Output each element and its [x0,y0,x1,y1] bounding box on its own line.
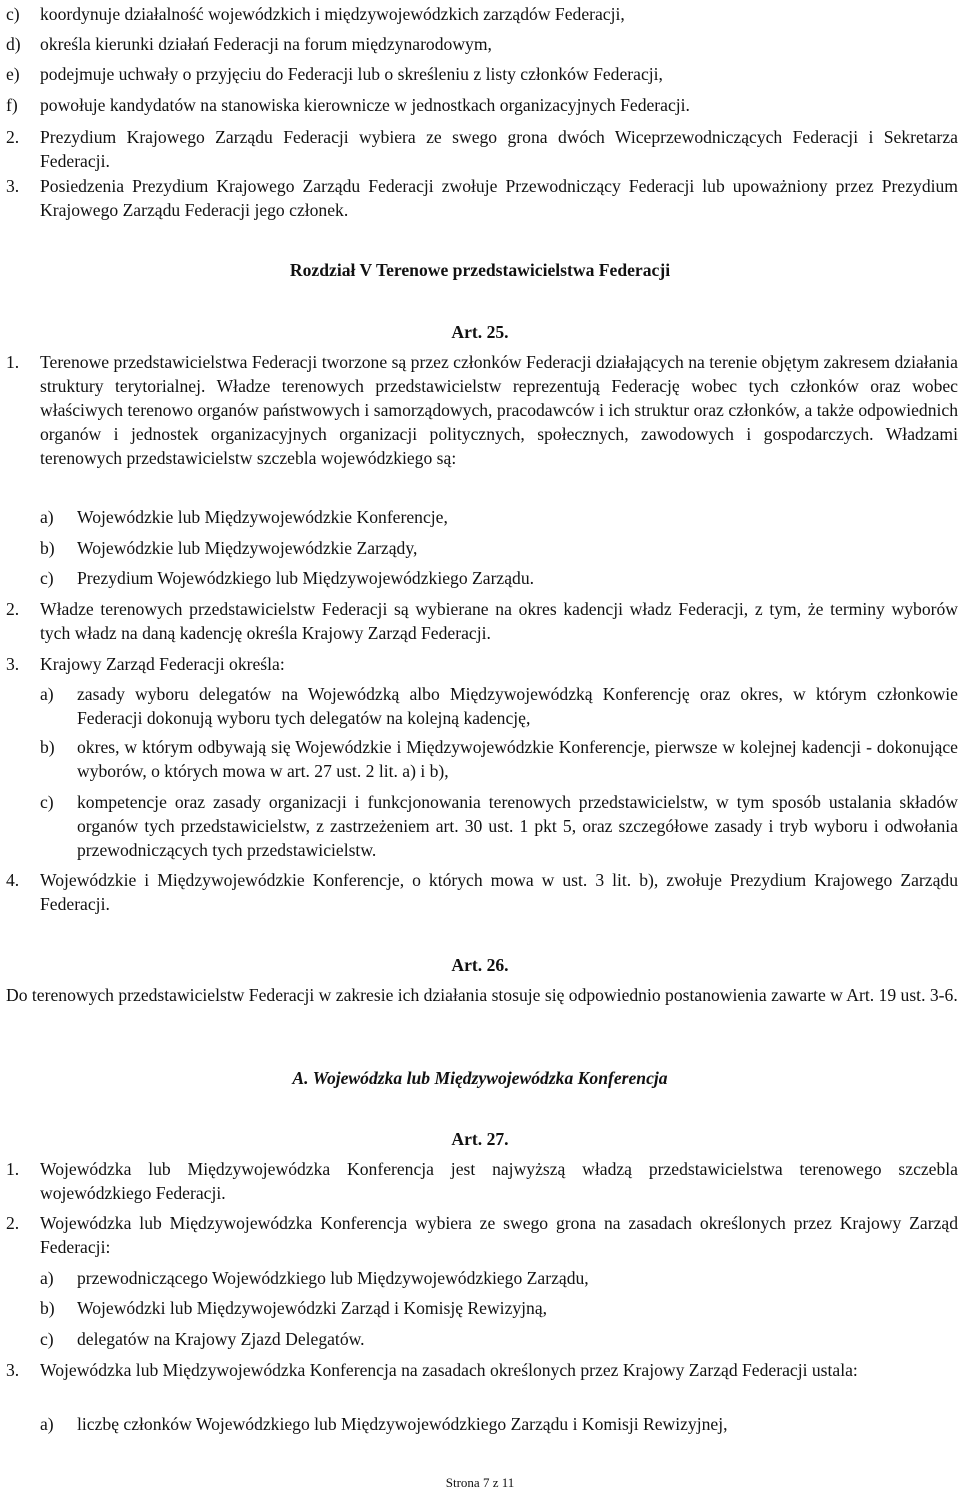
list-marker: a) [40,1414,54,1434]
list-text: Wojewódzkie lub Międzywojewódzkie Zarządy, [77,538,418,558]
paragraph [6,350,958,470]
article-title: Art. 27. [451,1129,509,1149]
paragraph-text: Prezydium Krajowego Zarządu Federacji wybiera ze swego grona dwóch Wiceprzewodniczących Federacji i Sekretarza Federacji. [40,127,958,171]
list-text: koordynuje działalność wojewódzkich i międzywojewódzkich zarządów Federacji, [40,4,625,24]
paragraph [6,597,958,645]
list-item [6,32,958,56]
paragraph-number: 1. [6,1159,20,1179]
list-marker: e) [6,64,20,84]
list-text: powołuje kandydatów na stanowiska kierownicze w jednostkach organizacyjnych Federacji. [40,95,690,115]
paragraph-number: 3. [6,176,20,196]
paragraph-number: 2. [6,599,20,619]
list-item [6,536,958,560]
paragraph [6,174,958,222]
list-text: Wojewódzki lub Międzywojewódzki Zarząd i Komisję Rewizyjną, [77,1298,548,1318]
list-marker: a) [40,507,54,527]
chapter-title: Rozdział V Terenowe przedstawicielstwa Federacji [289,260,671,280]
paragraph [6,868,958,916]
list-item [6,566,958,590]
list-text: liczbę członków Wojewódzkiego lub Międzywojewódzkiego Zarządu i Komisji Rewizyjnej, [77,1414,728,1434]
list-marker: b) [40,737,55,757]
list-marker: f) [6,95,18,115]
list-marker: b) [40,538,55,558]
paragraph [6,1157,958,1205]
list-item [6,682,958,730]
paragraph-number: 2. [6,1213,20,1233]
article-title: Art. 25. [451,322,509,342]
list-item [6,2,958,26]
paragraph [6,125,958,173]
paragraph-text: Wojewódzka lub Międzywojewódzka Konferencja jest najwyższą władzą przedstawicielstwa terenowego szczebla wojewódzkiego Federacji. [40,1159,958,1203]
list-text: okres, w którym odbywają się Wojewódzkie i Międzywojewódzkie Konferencje, pierwsze w kolejnej kadencji - dokonujące wyborów, o których mowa w art. 27 ust. 2 lit. a) i b), [77,737,958,781]
list-marker: c) [40,792,54,812]
paragraph-number: 3. [6,1360,20,1380]
list-item [6,1327,958,1351]
list-item [6,790,958,862]
list-marker: c) [40,568,54,588]
list-marker: b) [40,1298,55,1318]
list-text: podejmuje uchwały o przyjęciu do Federacji lub o skreśleniu z listy członków Federacji, [40,64,663,84]
paragraph-number: 1. [6,352,20,372]
list-text: kompetencje oraz zasady organizacji i funkcjonowania terenowych przedstawicielstw, w tym sposób ustalania składów organów tych przedstawicielstw, z zastrzeżeniem art. 30 ust. 1 pkt 5, oraz szczegółowe zasady i tryb wyboru i odwołania przewodniczących tych przedstawicielstw. [77,792,958,860]
list-marker: c) [6,4,20,24]
list-marker: c) [40,1329,54,1349]
list-item [6,1296,958,1320]
section-title: A. Wojewódzka lub Międzywojewódzka Konferencja [292,1068,668,1088]
paragraph [6,652,958,676]
paragraph-number: 4. [6,870,20,890]
paragraph-text: Władze terenowych przedstawicielstw Federacji są wybierane na okres kadencji władz Federacji, z tym, że terminy wyborów tych władz na daną kadencję określa Krajowy Zarząd Federacji. [40,599,958,643]
list-text: przewodniczącego Wojewódzkiego lub Międzywojewódzkiego Zarządu, [77,1268,589,1288]
page-number-footer: Strona 7 z 11 [445,1475,515,1490]
list-marker: a) [40,684,54,704]
paragraph [6,1211,958,1259]
list-item [6,1412,958,1436]
list-text: delegatów na Krajowy Zjazd Delegatów. [77,1329,365,1349]
list-item [6,62,958,86]
paragraph [6,1358,958,1382]
paragraph-text: Wojewódzkie i Międzywojewódzkie Konferencje, o których mowa w ust. 3 lit. b), zwołuje Prezydium Krajowego Zarządu Federacji. [40,870,958,914]
paragraph-text: Do terenowych przedstawicielstw Federacji w zakresie ich działania stosuje się odpowiednio postanowienia zawarte w Art. 19 ust. 3-6. [6,985,958,1005]
list-item [6,735,958,783]
paragraph-number: 2. [6,127,20,147]
list-item [6,93,958,117]
list-marker: d) [6,34,21,54]
list-text: Prezydium Wojewódzkiego lub Międzywojewódzkiego Zarządu. [77,568,535,588]
article-title: Art. 26. [451,955,509,975]
list-text: określa kierunki działań Federacji na forum międzynarodowym, [40,34,492,54]
paragraph-text: Terenowe przedstawicielstwa Federacji tworzone są przez członków Federacji działających na terenie objętym zakresem działania struktury terytorialnej. Władze terenowych przedstawicielstw reprezentują Federację wobec tych członków oraz wobec właściwych terenowo organów państwowych i samorządowych, pracodawców i ich struktur oraz członków, a także odpowiednich organów i jednostek organizacyjnych organizacji politycznych, społecznych, zawodowych i gospodarczych. Władzami terenowych przedstawicielstw szczebla wojewódzkiego są: [40,352,958,468]
list-text: Wojewódzkie lub Międzywojewódzkie Konferencje, [77,507,448,527]
list-marker: a) [40,1268,54,1288]
list-item [6,505,958,529]
paragraph-text: Wojewódzka lub Międzywojewódzka Konferencja na zasadach określonych przez Krajowy Zarząd Federacji ustala: [40,1360,858,1380]
paragraph-text: Krajowy Zarząd Federacji określa: [40,654,285,674]
list-text: zasady wyboru delegatów na Wojewódzką albo Międzywojewódzką Konferencję oraz okres, w którym członkowie Federacji dokonują wyboru tych delegatów na kolejną kadencję, [77,684,958,728]
paragraph-text: Posiedzenia Prezydium Krajowego Zarządu Federacji zwołuje Przewodniczący Federacji lub upoważniony przez Prezydium Krajowego Zarządu Federacji jego członek. [40,176,958,220]
paragraph-text: Wojewódzka lub Międzywojewódzka Konferencja wybiera ze swego grona na zasadach określonych przez Krajowy Zarząd Federacji: [40,1213,958,1257]
list-item [6,1266,958,1290]
paragraph-number: 3. [6,654,20,674]
